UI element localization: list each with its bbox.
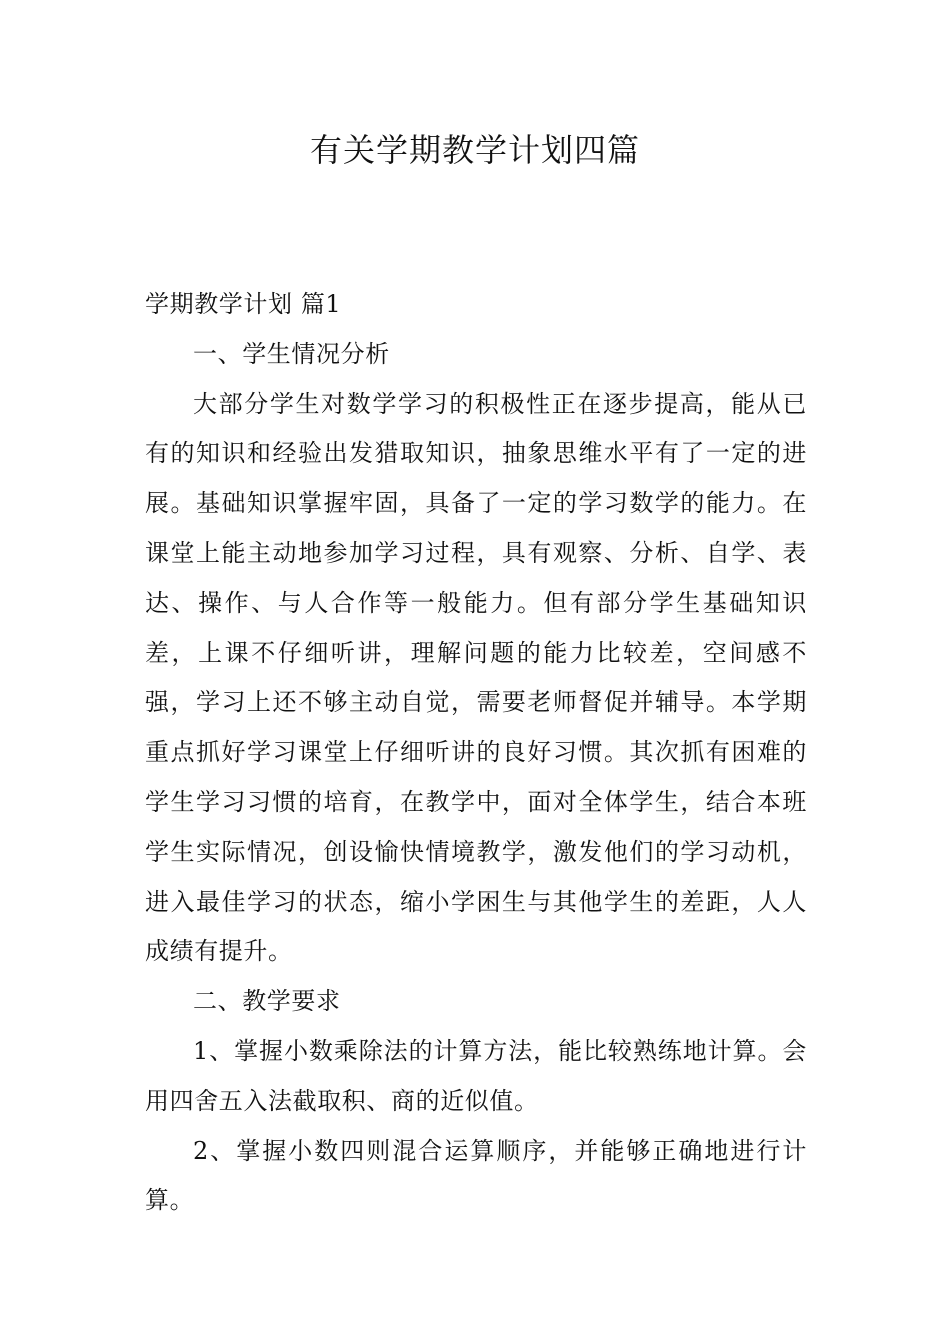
section-label: 学期教学计划 篇1 (145, 290, 342, 318)
paragraph-heading-1: 一、学生情况分析 (193, 339, 390, 368)
paragraph-requirement-2: 2、掌握小数四则混合运算顺序，并能够正确地进行计算。 (145, 1136, 807, 1215)
document-title: 有关学期教学计划四篇 (309, 131, 640, 169)
paragraph-student-analysis: 大部分学生对数学学习的积极性正在逐步提高，能从已有的知识和经验出发猎取知识，抽象思维水平有了一定的进展。基础知识掌握牢固，具备了一定的学习数学的能力。在课堂上能主动地参加学习过程，具有观察、分析、自学、表达、操作、与人合作等一般能力。但有部分学生基础知识差，上课不仔细听讲，理解问题的能力比较差，空间感不强，学习上还不够主动自觉，需要老师督促并辅导。本学期重点抓好学习课堂上仔细听讲的良好习惯。其次抓有困难的学生学习习惯的培育，在教学中，面对全体学生，结合本班学生实际情况，创设愉快情境教学，激发他们的学习动机，进入最佳学习的状态，缩小学困生与其他学生的差距，人人成绩有提升。 (145, 389, 807, 966)
paragraph-heading-2: 二、教学要求 (193, 987, 341, 1016)
paragraph-requirement-1: 1、掌握小数乘除法的计算方法，能比较熟练地计算。会用四舍五入法截取积、商的近似值。 (145, 1036, 807, 1115)
document-body (145, 280, 807, 1226)
